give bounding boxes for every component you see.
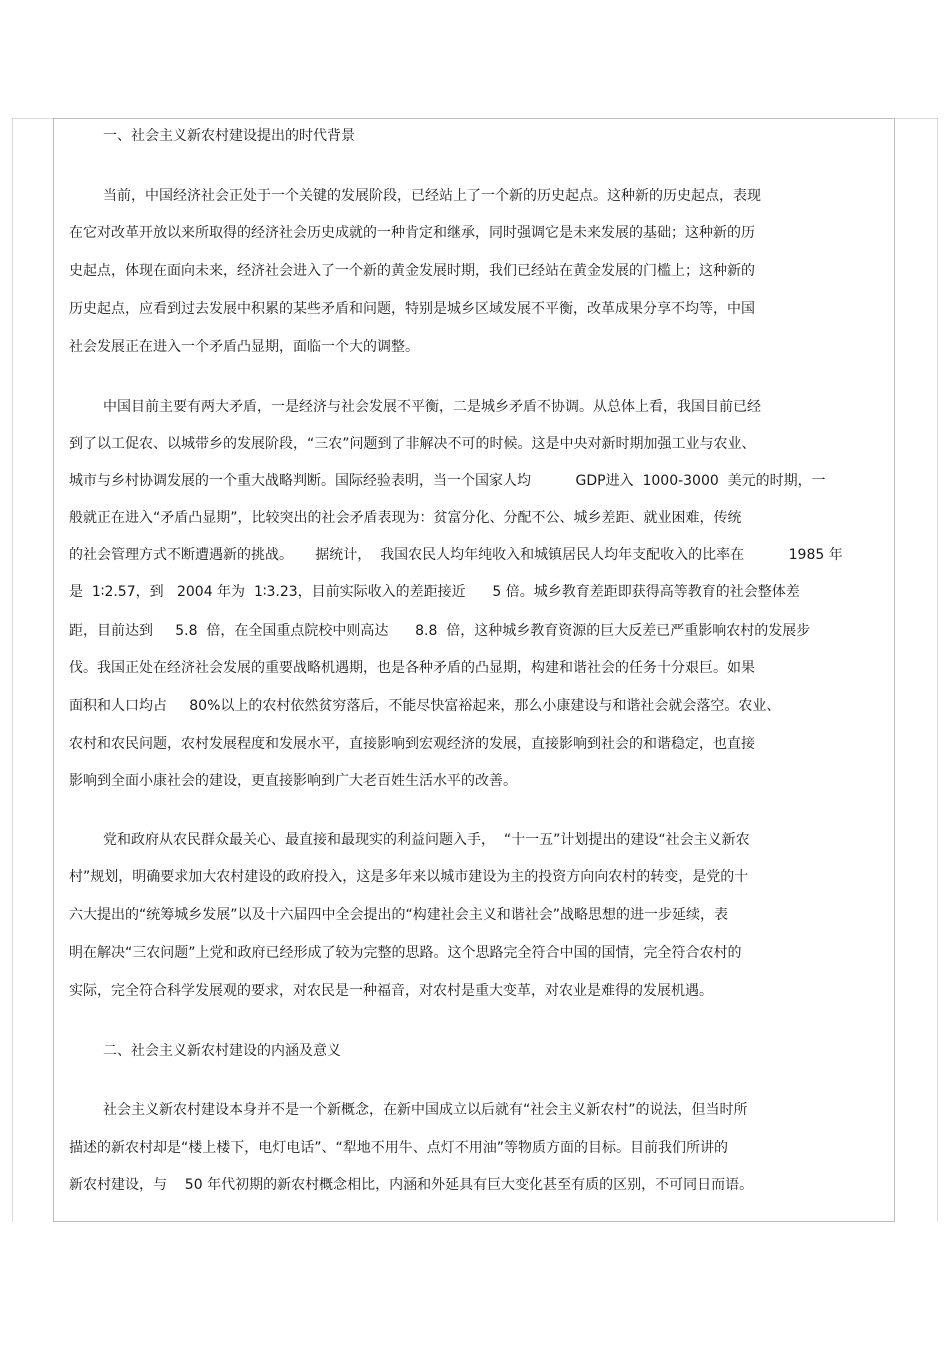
paragraph-2-line-2: 到了以工促农、以城带乡的发展阶段，“三农”问题到了非解决不可的时候。这是中央对新时期加强工业与农业、 [69,436,756,452]
paragraph-2-line-9: 面积和人口均占 80%以上的农村依然贫穷落后，不能尽快富裕起来，那么小康建设与和谐社会就会落空。农业、 [69,698,781,714]
paragraph-4-line-2: 描述的新农村却是“楼上楼下，电灯电话”、“犁地不用牛、点灯不用油”等物质方面的目标。目前我们所讲的 [69,1140,729,1156]
paragraph-4-line-3: 新农村建设，与 50 年代初期的新农村概念相比，内涵和外延具有巨大变化甚至有质的区别，不可同日而语。 [69,1177,754,1193]
paragraph-1-line-2: 在它对改革开放以来所取得的经济社会历史成就的一种肯定和继承，同时强调它是未来发展的基础；这种新的历 [69,225,755,241]
paragraph-1-line-3: 史起点，体现在面向未来，经济社会进入了一个新的黄金发展时期，我们已经站在黄金发展的门槛上；这种新的 [69,263,755,279]
paragraph-3-line-2: 村”规划，明确要求加大农村建设的政府投入，这是多年来以城市建设为主的投资方向向农村的转变，是党的十 [69,869,749,885]
paragraph-2-line-3: 城市与乡村协调发展的一个重大战略判断。国际经验表明，当一个国家人均 GDP进入 1000-3000 美元的时期，一 [69,473,826,489]
paragraph-2-line-1: 中国目前主要有两大矛盾，一是经济与社会发展不平衡，二是城乡矛盾不协调。从总体上看，我国目前已经 [103,399,761,415]
paragraph-2-line-4: 般就正在进入“矛盾凸显期”，比较突出的社会矛盾表现为：贫富分化、分配不公、城乡差距、就业困难，传统 [69,510,742,526]
paragraph-2-line-5: 的社会管理方式不断遭遇新的挑战。 据统计， 我国农民人均年纯收入和城镇居民人均年支配收入的比率在 1985 年 [69,547,843,563]
paragraph-3-line-4: 明在解决“三农问题”上党和政府已经形成了较为完整的思路。这个思路完全符合中国的国情，完全符合农村的 [69,945,742,961]
paragraph-4-line-1: 社会主义新农村建设本身并不是一个新概念，在新中国成立以后就有“社会主义新农村”的说法，但当时所 [103,1102,748,1118]
paragraph-2-line-11: 影响到全面小康社会的建设，更直接影响到广大老百姓生活水平的改善。 [69,773,517,789]
paragraph-1-line-1: 当前，中国经济社会正处于一个关键的发展阶段，已经站上了一个新的历史起点。这种新的历史起点，表现 [103,188,761,204]
section-heading-2: 二、社会主义新农村建设的内涵及意义 [103,1043,341,1059]
paragraph-2-line-6: 是 1∶2.57，到 2004 年为 1∶3.23，目前实际收入的差距接近 5 倍。城乡教育差距即获得高等教育的社会整体差 [69,584,800,600]
section-heading-1: 一、社会主义新农村建设提出的时代背景 [103,128,355,144]
left-margin-rule [12,118,13,1222]
paragraph-2-line-10: 农村和农民问题，农村发展程度和发展水平，直接影响到宏观经济的发展，直接影响到社会的和谐稳定，也直接 [69,736,755,752]
paragraph-2-line-8: 伐。我国正处在经济社会发展的重要战略机遇期，也是各种矛盾的凸显期，构建和谐社会的任务十分艰巨。如果 [69,660,755,676]
paragraph-3-line-3: 六大提出的“统筹城乡发展”以及十六届四中全会提出的“构建社会主义和谐社会”战略思想的进一步延续，表 [69,907,729,923]
paragraph-3-line-1: 党和政府从农民群众最关心、最直接和最现实的利益问题入手， “十一五”计划提出的建设“社会主义新农 [103,832,750,848]
paragraph-1-line-5: 社会发展正在进入一个矛盾凸显期，面临一个大的调整。 [69,339,419,355]
paragraph-1-line-4: 历史起点，应看到过去发展中积累的某些矛盾和问题，特别是城乡区域发展不平衡，改革成果分享不均等，中国 [69,301,755,317]
paragraph-3-line-5: 实际，完全符合科学发展观的要求，对农民是一种福音，对农村是重大变革，对农业是难得的发展机遇。 [69,983,713,999]
paragraph-2-line-7: 距，目前达到 5.8 倍，在全国重点院校中则高达 8.8 倍，这种城乡教育资源的巨大反差已严重影响农村的发展步 [69,623,811,639]
right-margin-rule [937,118,938,1222]
